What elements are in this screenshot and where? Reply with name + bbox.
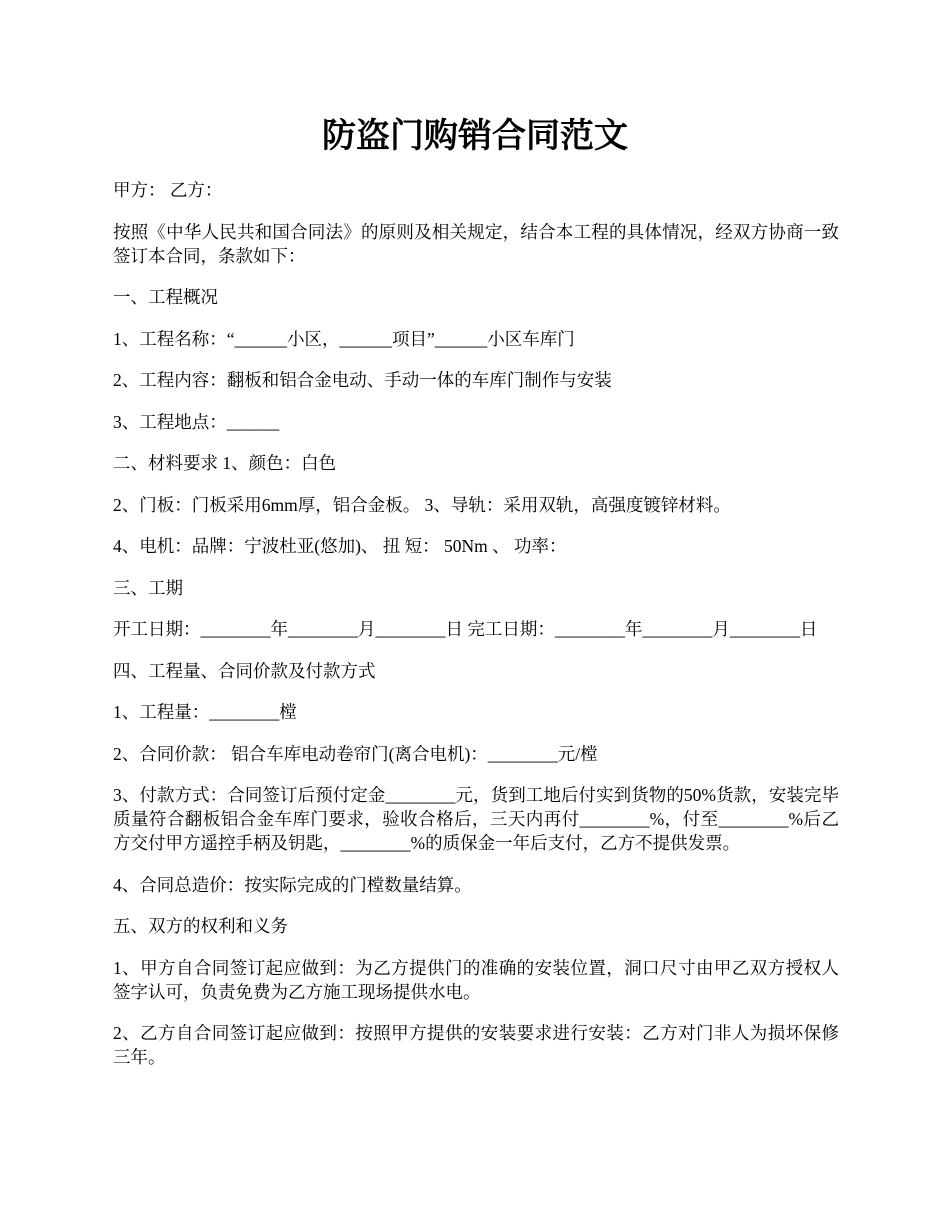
section-heading-quantity-price: 四、工程量、合同价款及付款方式 (113, 660, 376, 681)
clause-contract-price: 2、合同价款： 铝合车库电动卷帘门(离合电机)：________元/樘 (113, 743, 598, 764)
document-title: 防盗门购销合同范文 (322, 116, 628, 156)
clause-party-a-duties: 1、甲方自合同签订起应做到：为乙方提供门的准确的安装位置，洞口尺寸由甲乙双方授权人签字认可，负责免费为乙方施工现场提供水电。 (113, 957, 839, 1002)
clause-door-panel-rail: 2、门板：门板采用6mm厚，铝合金板。 3、导轨：采用双轨，高强度镀锌材料。 (113, 494, 731, 515)
section-heading-rights-obligations: 五、双方的权利和义务 (113, 916, 288, 936)
preamble-paragraph: 按照《中华人民共和国合同法》的原则及相关规定，结合本工程的具体情况，经双方协商一致签订本合同，条款如下： (113, 221, 839, 266)
clause-quantity: 1、工程量：________樘 (113, 702, 297, 722)
clause-payment-method: 3、付款方式：合同签订后预付定金________元，货到工地后付实到货物的50%货款，安装完毕质量符合翻板铝合金车库门要求，验收合格后，三天内再付________%，付至________%后乙方交付甲方遥控手柄及钥匙，________%的质保金一年后支付，乙方不提供发票。 (113, 785, 839, 853)
clause-project-name: 1、工程名称：“______小区，______项目”______小区车库门 (113, 328, 575, 349)
clause-motor: 4、电机：品牌：宁波杜亚(悠加)、 扭 短： 50Nm 、 功率： (113, 536, 567, 556)
clause-project-location: 3、工程地点：______ (113, 411, 280, 432)
section-heading-schedule: 三、工期 (113, 577, 183, 598)
section-heading-materials: 二、材料要求 1、颜色：白色 (113, 453, 337, 473)
clause-total-cost: 4、合同总造价：按实际完成的门樘数量结算。 (113, 874, 472, 895)
clause-dates: 开工日期：________年________月________日 完工日期：________年________月________日 (113, 619, 818, 639)
section-heading-project-overview: 一、工程概况 (113, 287, 218, 307)
document-body (113, 178, 839, 1087)
clause-party-b-duties: 2、乙方自合同签订起应做到：按照甲方提供的安装要求进行安装：乙方对门非人为损坏保修三年。 (113, 1023, 839, 1067)
parties-line: 甲方： 乙方： (113, 180, 223, 200)
clause-project-content: 2、工程内容：翻板和铝合金电动、手动一体的车库门制作与安装 (113, 370, 612, 390)
